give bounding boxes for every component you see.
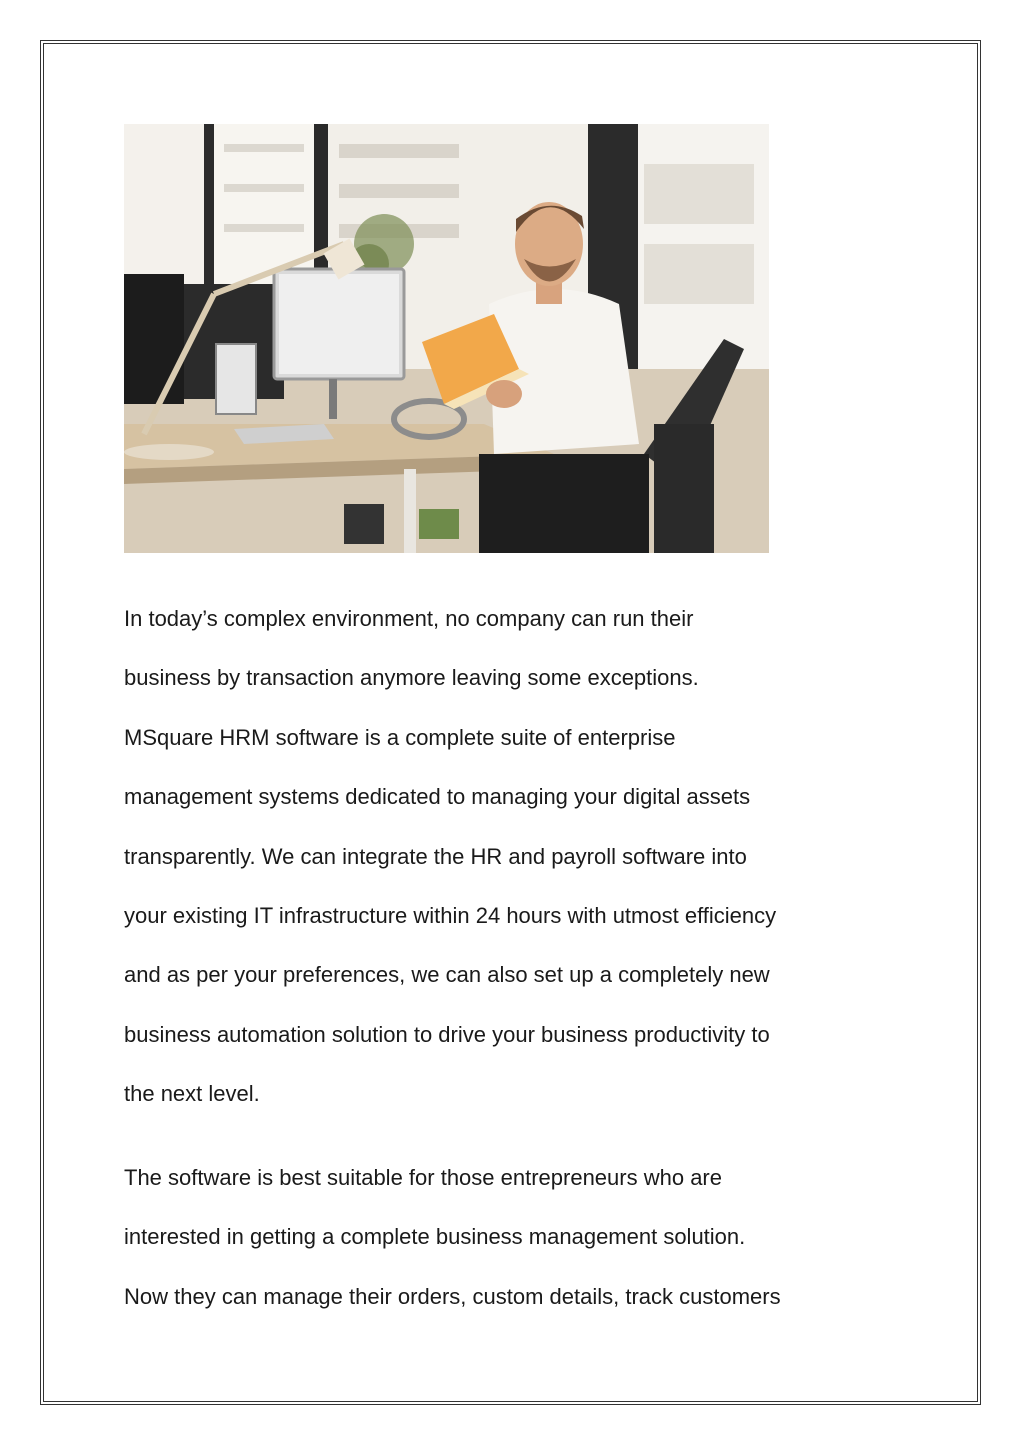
paragraph-1-line: business automation solution to drive your business productivity to bbox=[124, 1021, 770, 1047]
paragraph-2-line: The software is best suitable for those entrepreneurs who are bbox=[124, 1165, 722, 1190]
paragraph-2-line: interested in getting a complete business management solution. bbox=[124, 1224, 746, 1250]
paragraph-1-line: the next level. bbox=[124, 1081, 260, 1107]
paragraph-1-line: management systems dedicated to managing your digital assets bbox=[124, 784, 751, 810]
paragraph-1-line: MSquare HRM software is a complete suite of enterprise bbox=[124, 724, 676, 750]
paragraph-1-line: and as per your preferences, we can also set up a completely new bbox=[124, 962, 770, 988]
paragraph-1 bbox=[124, 589, 924, 1124]
paragraph-2-line: Now they can manage their orders, custom details, track customers bbox=[124, 1283, 781, 1309]
paragraph-1-line: transparently. We can integrate the HR and payroll software into bbox=[124, 843, 747, 869]
paragraph-2 bbox=[124, 1148, 924, 1326]
office-photo bbox=[124, 124, 769, 553]
paragraph-1-line: your existing IT infrastructure within 24 hours with utmost efficiency bbox=[124, 902, 777, 928]
paragraph-1-line: business by transaction anymore leaving some exceptions. bbox=[124, 665, 699, 691]
paragraph-1-line: In today’s complex environment, no company can run their bbox=[124, 606, 694, 631]
